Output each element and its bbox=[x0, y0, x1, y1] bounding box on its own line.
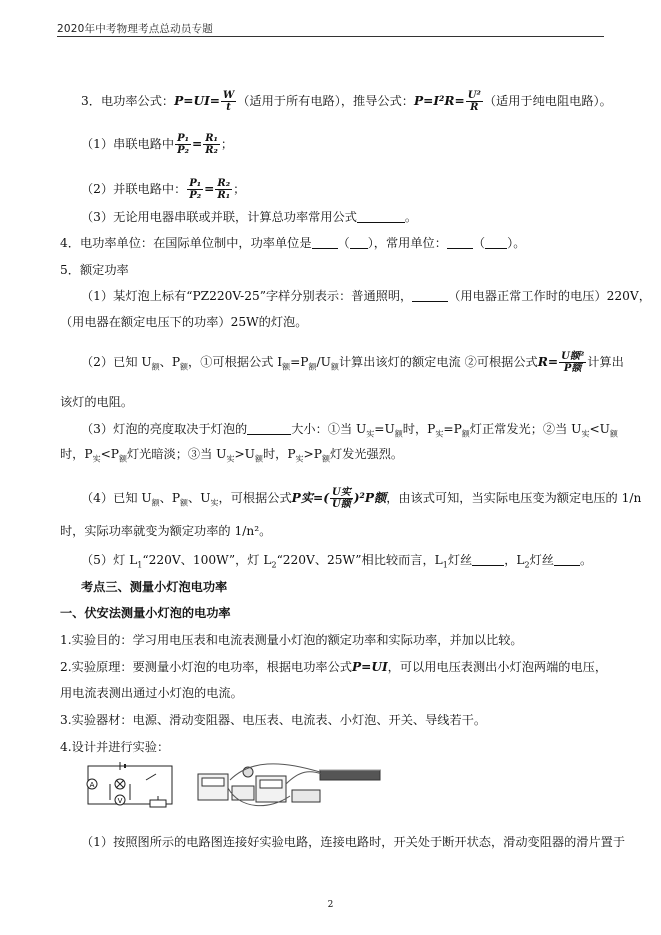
text-span: 3．电功率公式： bbox=[81, 94, 175, 108]
subsection-heading: 一、伏安法测量小灯泡的电功率 bbox=[60, 606, 231, 620]
series-circuit-line: （1）串联电路中 $\frac{\text{P₁}}{\text{P₂}}$ = $\frac{\text{R₁}}{\text{R₂}}$ ； bbox=[81, 133, 234, 156]
power-unit-line: 4．电功率单位：在国际单位制中，功率单位是 （ ），常用单位： （ ）。 bbox=[60, 236, 526, 250]
switch-base bbox=[292, 790, 320, 802]
rheostat-symbol bbox=[150, 800, 166, 807]
power-formula-line bbox=[81, 90, 612, 113]
experiment-step-1: （1）按照图所示的电路图连接好实验电路，连接电路时，开关处于断开状态，滑动变阻器的滑片置于 bbox=[81, 835, 626, 849]
experiment-principle-2: 用电流表测出通过小灯泡的电流。 bbox=[60, 686, 243, 700]
text-span: （2）并联电路中： bbox=[81, 182, 187, 196]
answer-blank bbox=[472, 553, 504, 566]
text-span: （3）无论用电器串联或并联，计算总功率常用公式 bbox=[81, 210, 357, 224]
answer-blank bbox=[357, 210, 405, 223]
answer-blank bbox=[412, 289, 448, 302]
resistance-line: 该灯的电阻。 bbox=[60, 395, 134, 409]
answer-blank bbox=[350, 236, 368, 249]
rated-power-heading: 5．额定功率 bbox=[60, 263, 129, 277]
meter-face-2 bbox=[260, 780, 282, 788]
experiment-purpose: 1.实验目的：学习用电压表和电流表测量小灯泡的额定功率和实际功率，并加以比较。 bbox=[60, 633, 523, 647]
formula-p-ui: P=UI= bbox=[174, 94, 220, 108]
text-span: （1）串联电路中 bbox=[81, 137, 175, 151]
rheostat-coil bbox=[320, 770, 380, 780]
brightness-line-2: 时，$P_实<P_额$灯光暗淡；③当 $U_实>U_额$时，$P_实>P_额$灯发光强烈。 bbox=[60, 447, 404, 464]
apparatus-photo bbox=[198, 764, 380, 806]
bulb-label-line: （1）某灯泡上标有“PZ220V-25”字样分别表示：普通照明， （用电器正常工作时的电压）220V， bbox=[81, 289, 651, 303]
text-span: （1）某灯泡上标有“PZ220V-25”字样分别表示：普通照明， bbox=[81, 289, 413, 303]
experiment-principle: 2.实验原理：要测量小灯泡的电功率，根据电功率公式P=UI，可以用电压表测出小灯泡两端的电压， bbox=[60, 660, 608, 674]
section-heading: 考点三、测量小灯泡电功率 bbox=[81, 580, 228, 594]
fraction-p1-p2: $\frac{\text{P₁}}{\text{P₂}}$ bbox=[189, 178, 202, 201]
ammeter-label: A bbox=[89, 781, 95, 789]
text-span: （适用于所有电路），推导公式： bbox=[237, 94, 414, 108]
text-span: （适用于纯电阻电路）。 bbox=[483, 94, 612, 108]
experiment-design: 4.设计并进行实验： bbox=[60, 740, 170, 754]
fraction-u2-r: $\frac{\text{U²}}{R}$ bbox=[467, 90, 481, 113]
filament-compare-line: （5）灯 $L_1“220V$、100W”，灯 $L_2“220V$、25W”相比较而言，$L_1$灯丝 ，$L_2$灯丝 。 bbox=[81, 553, 593, 570]
meter-face bbox=[202, 778, 224, 786]
formula-p-i2r: P=I²R= bbox=[413, 94, 465, 108]
fraction-r1-r2: $\frac{\text{R₁}}{\text{R₂}}$ bbox=[205, 133, 218, 156]
answer-blank bbox=[554, 553, 580, 566]
fraction-uact-urated: $\frac{\text{U实}}{\text{U额}}$ bbox=[331, 487, 351, 510]
page-number: 2 bbox=[327, 900, 334, 910]
answer-blank bbox=[447, 236, 473, 249]
actual-power-line: （4）已知 $U_额$、$P_额$、$U_实$，可根据公式P实=( $\frac{\text{U实}}{\text{U额}}$ )²P额，由该式可知，当实际电压变为额定电压的 1/n bbox=[81, 487, 642, 510]
circuit-diagram bbox=[87, 762, 172, 807]
rated-current-line: （2）已知 $U_额$、$P_额$，①可根据公式 $I_额=P_额/U_额$计算出该灯的额定电流 ②可根据公式R= $\frac{\text{U额²}}{\text{P额}}$ 计算出 bbox=[81, 351, 624, 374]
switch-symbol bbox=[146, 774, 156, 780]
answer-blank bbox=[485, 236, 507, 249]
parallel-circuit-line: （2）并联电路中： $\frac{\text{P₁}}{\text{P₂}}$ = $\frac{\text{R₂}}{\text{R₁}}$ ； bbox=[81, 178, 246, 201]
bulb-label-line-2: （用电器在额定电压下的功率）25W的灯泡。 bbox=[60, 315, 308, 329]
voltmeter-label: V bbox=[117, 797, 123, 805]
actual-power-line-2: 时，实际功率就变为额定功率的 1/n²。 bbox=[60, 524, 272, 538]
total-power-line: （3）无论用电器串联或并联，计算总功率常用公式 。 bbox=[81, 210, 418, 224]
page-header: 2020年中考物理考点总动员专题 bbox=[57, 23, 213, 35]
experiment-equipment: 3.实验器材：电源、滑动变阻器、电压表、电流表、小灯泡、开关、导线若干。 bbox=[60, 713, 487, 727]
brightness-line: （3）灯泡的亮度取决于灯泡的 大小：①当 $U_实=U_额$时，$P_实=P_额$灯正常发光；②当 $U_实<U_额$ bbox=[81, 422, 618, 439]
fraction-w-t: $\frac{W}{t}$ bbox=[223, 90, 235, 113]
circuit-figure bbox=[80, 760, 410, 820]
fraction-p1-p2: $\frac{\text{P₁}}{\text{P₂}}$ bbox=[177, 133, 189, 156]
fraction-u2-p: $\frac{\text{U额²}}{\text{P额}}$ bbox=[561, 351, 585, 374]
text-span: 4．电功率单位：在国际单位制中，功率单位是 bbox=[60, 236, 312, 250]
answer-blank bbox=[247, 422, 291, 435]
header-rule bbox=[57, 36, 604, 37]
fraction-r2-r1: $\frac{\text{R₂}}{\text{R₁}}$ bbox=[217, 178, 231, 201]
answer-blank bbox=[312, 236, 338, 249]
